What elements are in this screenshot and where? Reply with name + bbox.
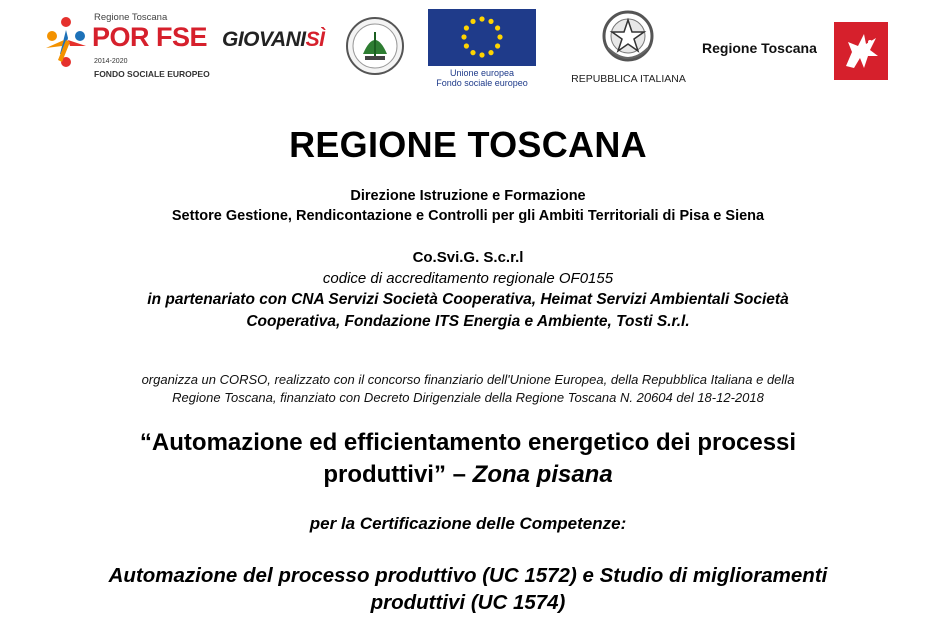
giovanisi-accent: SÌ — [305, 28, 325, 51]
regione-toscana-label: Regione Toscana — [702, 40, 817, 56]
pegasus-icon — [834, 22, 888, 80]
round-emblem-logo — [345, 16, 405, 76]
repubblica-italiana-logo — [565, 8, 695, 88]
eu-logo — [428, 9, 536, 89]
eu-caption-1: Unione europea — [449, 68, 515, 78]
por-fse-logo — [40, 10, 210, 82]
direction-line: Direzione Istruzione e Formazione — [350, 188, 586, 204]
certification-line: per la Certificazione delle Competenze: — [309, 514, 627, 533]
accreditation-code: codice di accreditamento regionale OF0155 — [322, 270, 614, 287]
giovanisi-word: GIOVANI — [222, 28, 306, 51]
por-fse-region: Regione Toscana — [94, 12, 168, 23]
intro-line-2: Regione Toscana, finanziato con Decreto Dirigenziale della Regione Toscana N. 20604 del 18-12-2018 — [172, 390, 764, 405]
repubblica-caption: REPUBBLICA ITALIANA — [571, 73, 686, 85]
logo-banner — [0, 0, 936, 90]
eu-caption-2: Fondo sociale europeo — [436, 78, 528, 88]
round-emblem-icon — [345, 16, 405, 76]
pegasus-logo — [834, 22, 888, 80]
agency-name: Co.Svi.G. S.c.r.l — [412, 249, 524, 266]
por-fse-years: 2014-2020 — [94, 58, 128, 65]
italian-emblem-icon — [598, 8, 658, 66]
course-title-zone: Zona pisana — [472, 461, 613, 488]
eu-flag-icon — [428, 9, 536, 66]
por-fse-name: POR FSE — [92, 22, 208, 52]
partners-line-1: in partenariato con CNA Servizi Società Cooperativa, Heimat Servizi Ambientali Società — [147, 291, 789, 308]
sector-line: Settore Gestione, Rendicontazione e Controlli per gli Ambiti Territoriali di Pisa e Siena — [171, 208, 765, 224]
por-fse-people-icon — [40, 10, 92, 82]
course-title-main: produttivi” – — [323, 461, 473, 488]
partners-line-2: Cooperativa, Fondazione ITS Energia e Ambiente, Tosti S.r.l. — [246, 313, 690, 330]
document-title: REGIONE TOSCANA — [289, 124, 647, 165]
units-line-1: Automazione del processo produttivo (UC 1572) e Studio di miglioramenti — [108, 564, 828, 587]
por-fse-fund: FONDO SOCIALE EUROPEO — [94, 69, 210, 79]
course-title-line-1: “Automazione ed efficientamento energetico dei processi — [139, 429, 797, 456]
giovanisi-logo — [222, 28, 324, 52]
intro-line-1: organizza un CORSO, realizzato con il concorso finanziario dell'Unione Europea, della Repubblica Italiana e della — [141, 372, 795, 387]
units-line-2: produttivi (UC 1574) — [370, 591, 566, 614]
course-title-line-2 — [0, 461, 936, 489]
